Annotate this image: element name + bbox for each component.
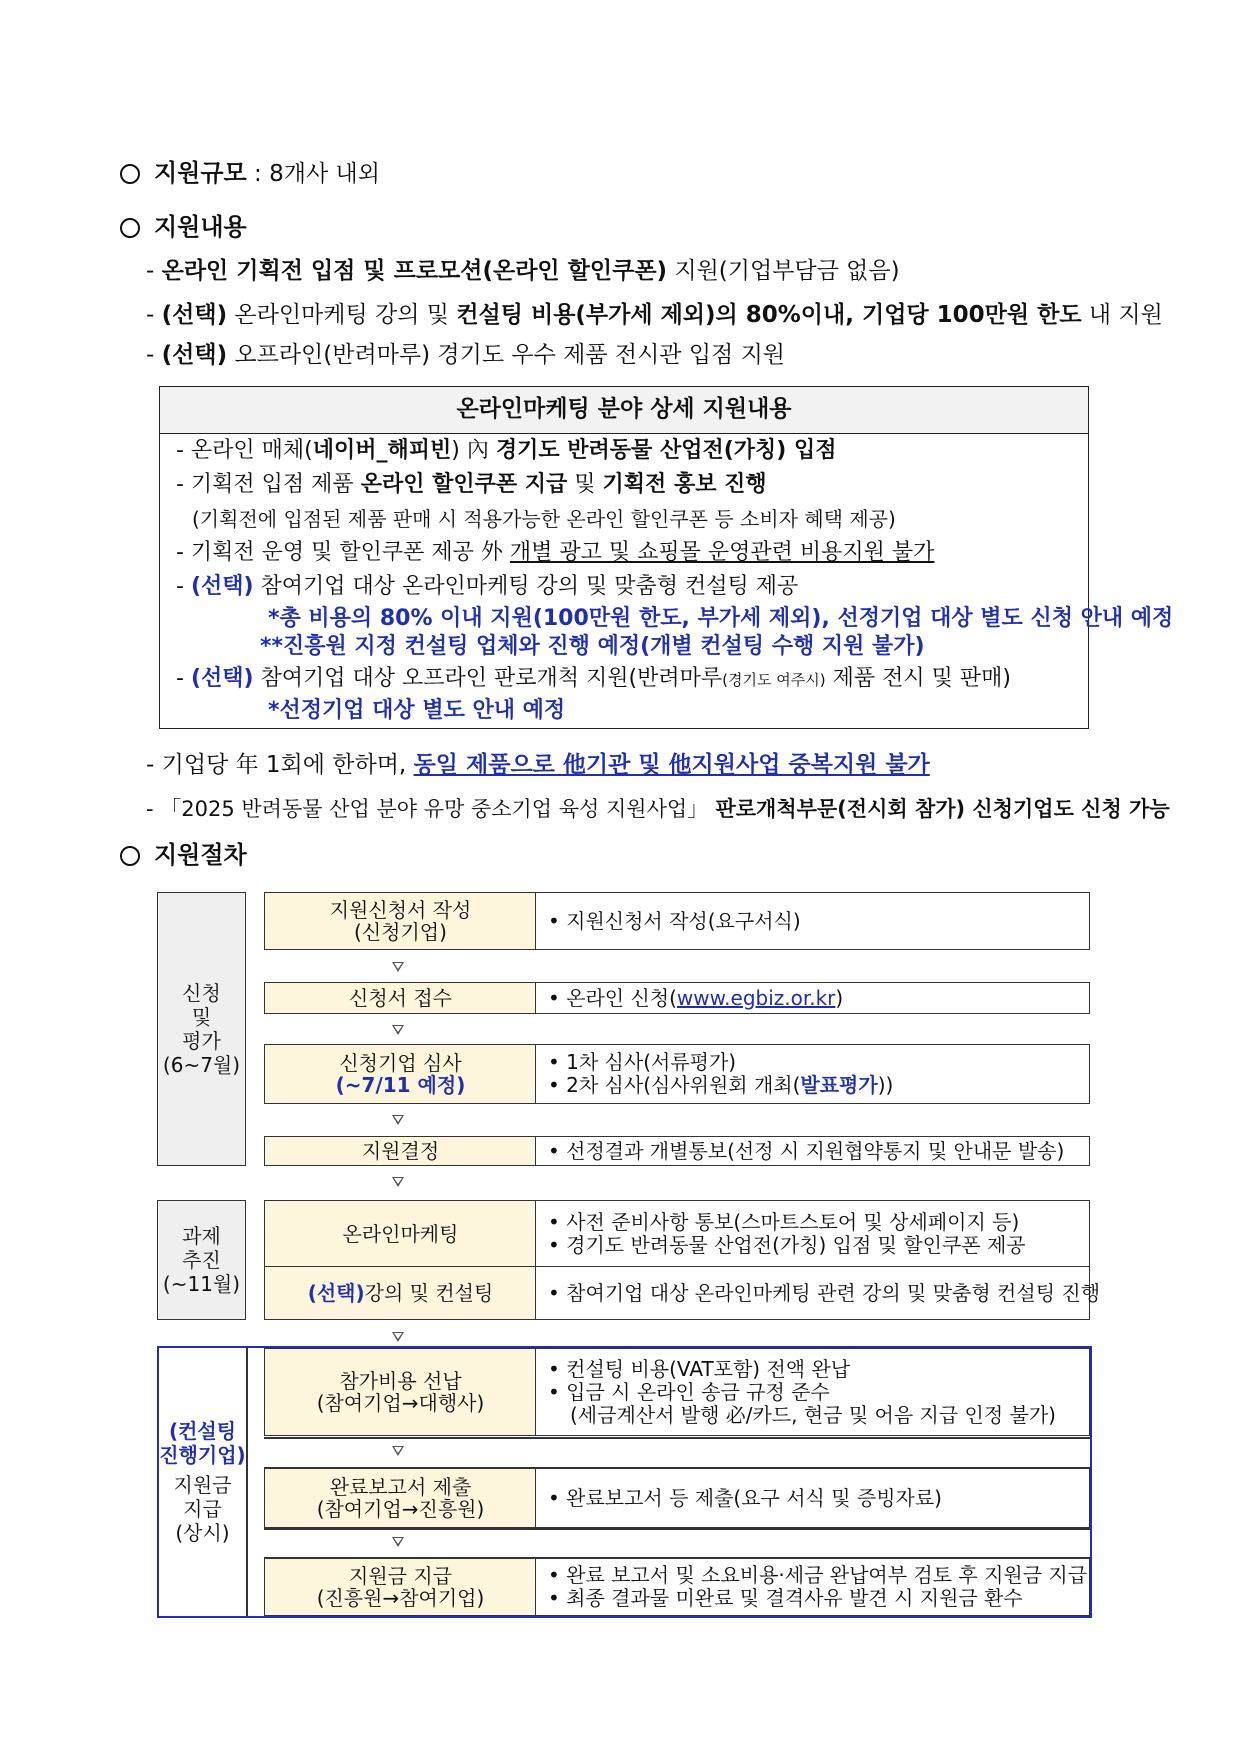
desc-grant-payment: • 완료 보고서 및 소요비용·세금 완납여부 검토 후 지원금 지급 • 최종 결과물 미완료 및 결격사유 발견 시 지원금 환수 [535,1558,1090,1616]
circle-bullet-icon [120,846,140,866]
desc-decision: • 선정결과 개별통보(선정 시 지원협약통지 및 안내문 발송) [535,1136,1090,1166]
detail-line-1: - 온라인 매체(네이버_해피빈) 內 경기도 반려동물 산업전(가칭) 입점 [176,438,837,463]
desc-lecture-consulting: • 참여기업 대상 온라인마케팅 관련 강의 및 맞춤형 컨설팅 진행 [535,1266,1090,1320]
detail-line-4: - 기획전 운영 및 할인쿠폰 제공 外 개별 광고 및 쇼핑몰 운영관련 비용지원 불가 [176,540,935,565]
egbiz-link[interactable]: www.egbiz.or.kr [676,985,836,1010]
step-prepay: 참가비용 선납 (참여기업→대행사) [264,1348,537,1436]
content-item-2: - (선택) 온라인마케팅 강의 및 컨설팅 비용(부가세 제외)의 80%이내, 기업당 100만원 한도 내 지원 [146,302,1163,328]
after-item-2: - 「2025 반려동물 산업 분야 유망 중소기업 육성 지원사업」 판로개척부문(전시회 참가) 신청기업도 신청 가능 [146,797,1170,821]
content-item-1: - 온라인 기획전 입점 및 프로모션(온라인 할인쿠폰) 지원(기업부담금 없음) [146,258,900,284]
detail-line-3: (기획전에 입점된 제품 판매 시 적용가능한 온라인 할인쿠폰 등 소비자 혜택 제공) [192,507,896,531]
desc-application-write: • 지원신청서 작성(요구서식) [535,892,1090,950]
scale-line [120,158,380,189]
phase-divider [246,1348,248,1616]
desc-final-report: • 완료보고서 등 제출(요구 서식 및 증빙자료) [535,1468,1090,1528]
desc-review: • 1차 심사(서류평가) • 2차 심사(심사위원회 개최(발표평가)) [535,1044,1090,1104]
step-review: 신청기업 심사 (~7/11 예정) [264,1044,537,1104]
detail-box [159,386,1174,729]
phase-execution: 과제 추진 (~11월) [157,1200,246,1320]
detail-note-2: **진흥원 지정 컨설팅 업체와 진행 예정(개별 컨설팅 수행 지원 불가) [260,634,925,659]
detail-line-5: - (선택) 참여기업 대상 온라인마케팅 강의 및 맞춤형 컨설팅 제공 [176,574,799,599]
detail-note-1: *총 비용의 80% 이내 지원(100만원 한도, 부가세 제외), 선정기업 대상 별도 신청 안내 예정 [268,606,1174,631]
content-item-3: - (선택) 오프라인(반려마루) 경기도 우수 제품 전시관 입점 지원 [146,342,786,368]
step-grant-payment: 지원금 지급 (진흥원→참여기업) [264,1558,537,1616]
down-arrow-icon [392,1332,404,1342]
step-application-receipt: 신청서 접수 [264,982,537,1014]
detail-line-6: - (선택) 참여기업 대상 오프라인 판로개척 지원(반려마루(경기도 여주시) 제품 전시 및 판매) [176,666,1011,691]
desc-application-receipt: • 온라인 신청(www.egbiz.or.kr) [535,982,1090,1014]
scale-value: : 8개사 내외 [246,161,380,187]
down-arrow-icon [392,962,404,972]
desc-online-marketing: • 사전 준비사항 통보(스마트스토어 및 상세페이지 등) • 경기도 반려동물 산업전(가칭) 입점 및 할인쿠폰 제공 [535,1200,1090,1267]
step-decision: 지원결정 [264,1136,537,1166]
step-lecture-consulting: (선택) 강의 및 컨설팅 [264,1266,537,1320]
down-arrow-icon [392,1446,404,1456]
after-item-1: - 기업당 年 1회에 한하며, 동일 제품으로 他기관 및 他지원사업 중복지원 불가 [146,752,930,778]
detail-line-2: - 기획전 입점 제품 온라인 할인쿠폰 지급 및 기획전 홍보 진행 [176,472,767,497]
detail-title: 온라인마케팅 분야 상세 지원내용 [160,387,1088,434]
step-application-write: 지원신청서 작성 (신청기업) [264,892,537,950]
circle-bullet-icon [120,164,140,184]
detail-note-3: *선정기업 대상 별도 안내 예정 [268,698,566,723]
step-final-report: 완료보고서 제출 (참여기업→진흥원) [264,1468,537,1528]
desc-prepay: • 컨설팅 비용(VAT포함) 전액 완납 • 입금 시 온라인 송금 규정 준수 (세금계산서 발행 必/카드, 현금 및 어음 지급 인정 불가) [535,1348,1090,1436]
phase-apply-evaluate: 신청 및 평가 (6~7월) [157,892,246,1166]
scale-label: 지원규모 [154,159,247,187]
down-arrow-icon [392,1537,404,1547]
down-arrow-icon [392,1025,404,1035]
down-arrow-icon [392,1177,404,1187]
procedure-heading: 지원절차 [120,840,247,871]
phase-payment: (컨설팅 진행기업) 지원금 지급 (상시) [159,1419,246,1545]
step-online-marketing: 온라인마케팅 [264,1200,537,1267]
circle-bullet-icon [120,218,140,238]
content-heading: 지원내용 [120,212,247,243]
down-arrow-icon [392,1115,404,1125]
